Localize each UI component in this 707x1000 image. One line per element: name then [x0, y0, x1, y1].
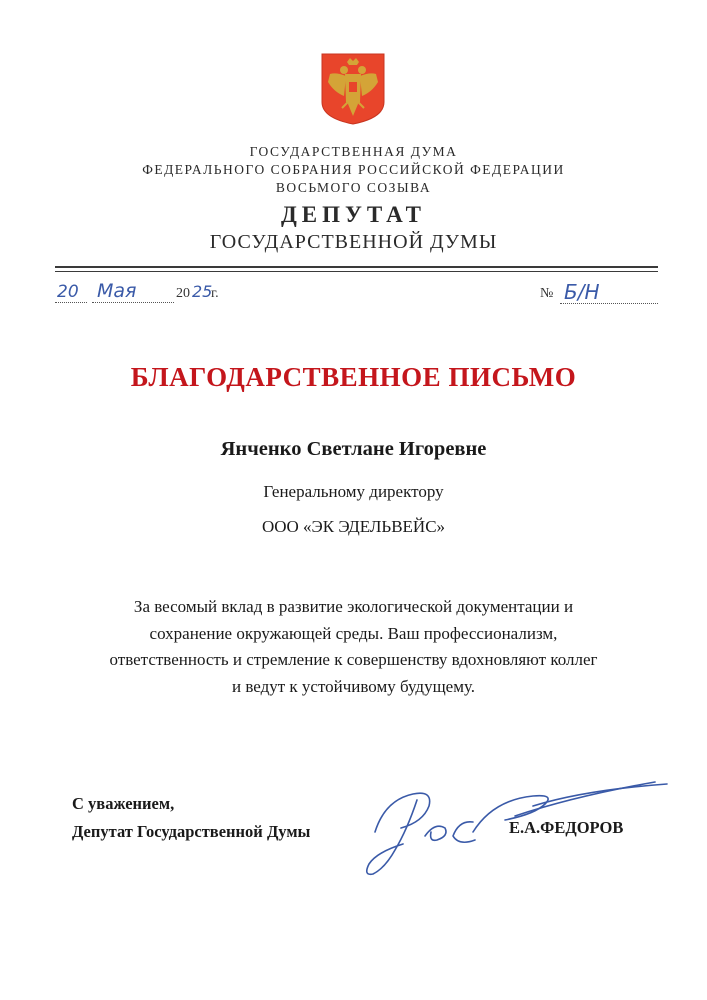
date-day: 20: [57, 282, 79, 302]
recipient-company: ООО «ЭК ЭДЕЛЬВЕЙС»: [261, 517, 446, 536]
date-month: Мая: [97, 280, 137, 302]
date-year-unit: г.: [211, 286, 219, 301]
header-line-federal-assembly: ФЕДЕРАЛЬНОГО СОБРАНИЯ РОССИЙСКОЙ ФЕДЕРАЦИИ: [142, 162, 565, 177]
header-state-duma: ГОСУДАРСТВЕННОЙ ДУМЫ: [209, 231, 498, 253]
letter-body: [60, 594, 647, 700]
recipient-position: Генеральному директору: [263, 482, 444, 501]
number-label: №: [540, 286, 554, 301]
number-underline: [560, 303, 658, 304]
header-line-duma: ГОСУДАРСТВЕННАЯ ДУМА: [249, 144, 458, 159]
header-divider-thin: [55, 271, 658, 272]
body-line: ответственность и стремление к совершенству вдохновляют коллег: [109, 650, 598, 669]
number-value: Б/Н: [564, 280, 600, 304]
closing-title: Депутат Государственной Думы: [72, 822, 311, 841]
letter-title: БЛАГОДАРСТВЕННОЕ ПИСЬМО: [130, 362, 577, 392]
body-line: сохранение окружающей среды. Ваш профессионализм,: [149, 623, 558, 643]
recipient-name: Янченко Светлане Игоревне: [220, 438, 487, 460]
russian-coat-of-arms-icon: [320, 52, 386, 126]
date-year-suffix: 25: [192, 282, 213, 301]
closing-block: [72, 790, 310, 846]
body-line: и ведут к устойчивому будущему.: [231, 676, 476, 696]
date-day-underline: [55, 302, 87, 303]
date-year-prefix: 20: [176, 286, 190, 301]
header-deputy: ДЕПУТАТ: [280, 202, 427, 227]
header-divider-thick: [55, 266, 658, 268]
body-line: За весомый вклад в развитие экологической документации и: [133, 597, 574, 616]
header-line-convocation: ВОСЬМОГО СОЗЫВА: [275, 180, 432, 195]
signer-name: Е.А.ФЕДОРОВ: [509, 818, 624, 837]
date-month-underline: [92, 302, 174, 303]
closing-regards: С уважением,: [72, 794, 175, 813]
